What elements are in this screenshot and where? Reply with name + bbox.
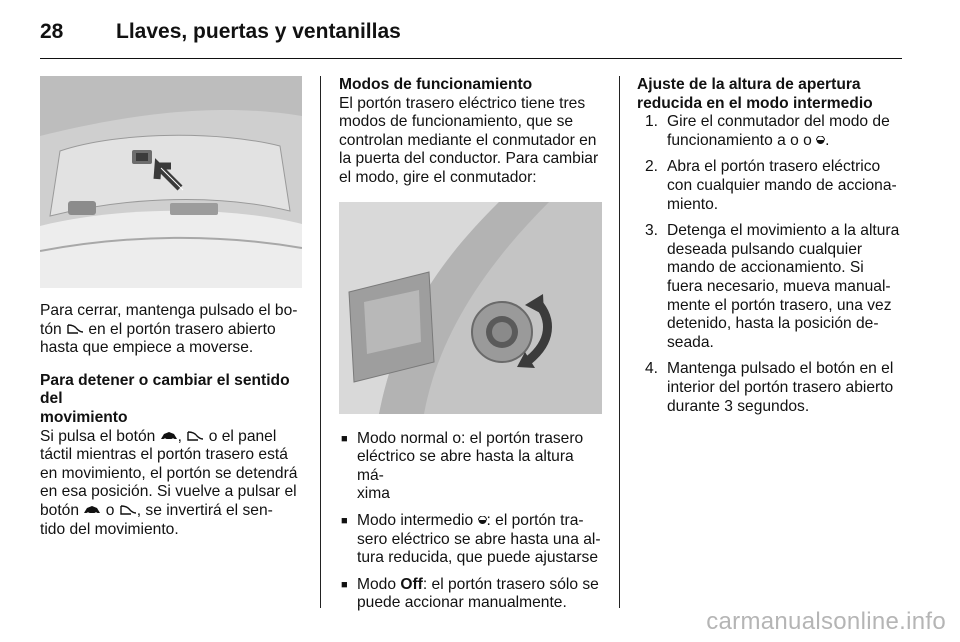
list-item: ■ Modo normal o: el portón trasero eléctrico se abre hasta la altura má- xima xyxy=(341,429,584,503)
page-header xyxy=(40,14,902,59)
stop-instruction: Si pulsa el botón , o el panel táctil mientras el portón trasero está en movimiento, el portón se detendrá en esa posición. Si vuelve a pulsar el botón o , se invertirá el sen- tido del movimiento. xyxy=(40,427,298,538)
list-item: 2. Abra el portón trasero eléctrico con cualquier mando de acciona- miento. xyxy=(645,158,897,213)
tailgate-icon xyxy=(66,323,84,335)
column-2 xyxy=(339,76,602,621)
modes-heading: Modos de funcionamiento xyxy=(339,76,533,93)
list-item: 4. Mantenga pulsado el botón en el interior del portón trasero abierto durante 3 segundos. xyxy=(645,360,894,415)
stop-heading: Para detener o cambiar el sentido del movimiento xyxy=(40,371,290,426)
intermediate-mode-icon xyxy=(478,516,487,526)
close-instruction: Para cerrar, mantenga pulsado el bo- tón en el portón trasero abierto hasta que empiece a moverse. xyxy=(40,302,298,357)
list-item: ■ Modo intermedio : el portón tra- sero eléctrico se abre hasta una al- tura reducida, que puede ajustarse xyxy=(341,511,601,567)
page-number: 28 xyxy=(40,20,64,43)
column-divider xyxy=(619,76,620,608)
adjust-heading: Ajuste de la altura de apertura reducida en el modo intermedio xyxy=(637,76,873,112)
list-item: 3. Detenga el movimiento a la altura deseada pulsando cualquier mando de accionamiento. Si fuera necesario, mueva manual- mente el portón trasero, una vez detenido, hasta la posición de- seada. xyxy=(645,222,900,351)
tailgate-icon xyxy=(186,430,204,442)
list-item: ■ Modo Off: el portón trasero sólo se puede accionar manualmente. xyxy=(341,575,599,612)
list-item: 1. Gire el conmutador del modo de funcionamiento a o o . xyxy=(645,113,890,149)
mode-switch-photo xyxy=(339,202,602,414)
intermediate-mode-icon xyxy=(816,136,825,146)
watermark: carmanualsonline.info xyxy=(706,608,946,635)
tailgate-button-photo xyxy=(40,76,302,288)
column-1 xyxy=(40,76,302,539)
column-divider xyxy=(320,76,321,608)
chapter-title: Llaves, puertas y ventanillas xyxy=(116,20,401,43)
car-key-icon xyxy=(160,430,178,442)
column-3 xyxy=(637,76,903,424)
tailgate-icon xyxy=(119,504,137,516)
car-key-icon xyxy=(83,504,101,516)
modes-intro: El portón trasero eléctrico tiene tres modos de funcionamiento, que se controlan mediante el conmutador en la puerta del conductor. Para cambiar el modo, gire el conmutador: xyxy=(339,94,599,186)
